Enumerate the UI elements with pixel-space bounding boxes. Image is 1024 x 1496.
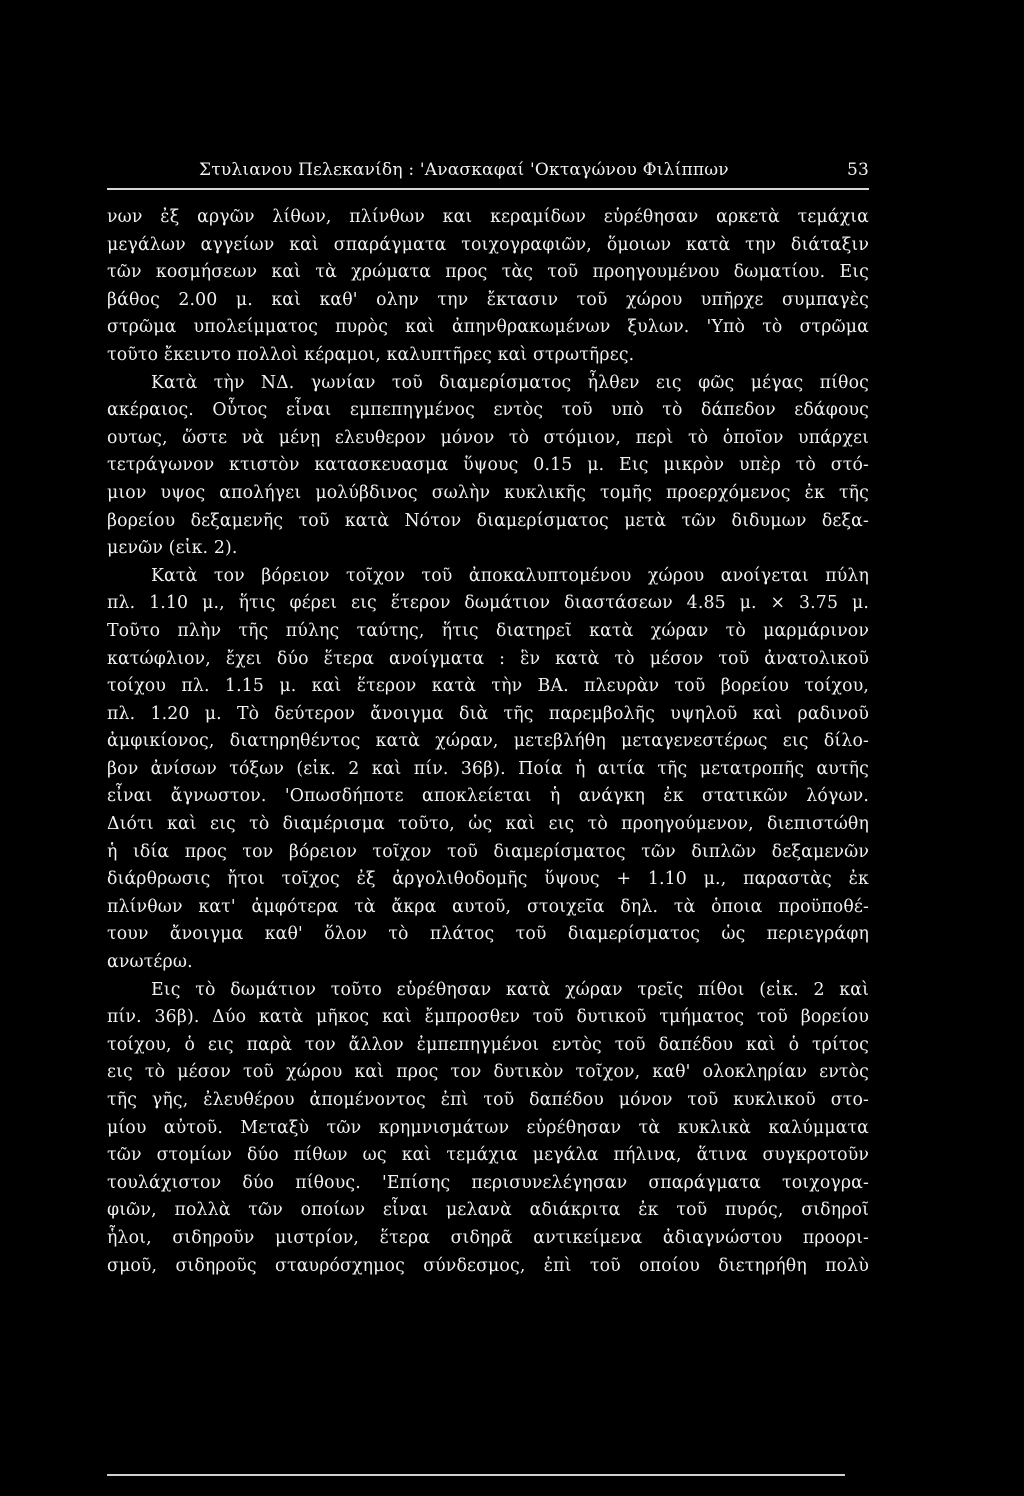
text-line: μεγάλων αγγείων καὶ σπαράγματα τοιχογραφιῶν, ὅμοιων κατὰ την διάταξιν: [107, 234, 869, 255]
text-line: τετράγωνον κτιστὸν κατασκευασμα ὕψους 0.15 μ. Εις μικρὸν υπὲρ τὸ στό-: [107, 455, 869, 476]
text-line: τοίχου πλ. 1.15 μ. καὶ ἕτερον κατὰ τὴν ΒΑ. πλευρὰν τοῦ βορείου τοίχου,: [107, 676, 869, 697]
text-line: νων ἐξ αργῶν λίθων, πλίνθων και κεραμίδων εὑρέθησαν αρκετὰ τεμάχια: [107, 207, 869, 227]
page-header: [107, 156, 869, 186]
text-line: τοίχου, ὁ εις παρὰ τον ἄλλον ἐμπεπηγμένοι εντὸς τοῦ δαπέδου καὶ ὁ τρίτος: [107, 1034, 869, 1055]
text-line: κατώφλιον, ἔχει δύο ἕτερα ανοίγματα : ἓν κατὰ τὸ μέσον τοῦ ἀνατολικοῦ: [107, 648, 869, 669]
text-line: μενῶν (εἰκ. 2).: [107, 538, 238, 559]
text-line: πλ. 1.10 μ., ἥτις φέρει εις ἕτερον δωμάτιον διαστάσεων 4.85 μ. × 3.75 μ.: [107, 593, 869, 614]
body-text: [107, 204, 869, 1280]
text-line: στρῶμα υπολείμματος πυρὸς καὶ ἀπηνθρακωμένων ξυλων. 'Υπὸ τὸ στρῶμα: [107, 317, 869, 338]
page-number: 53: [846, 160, 869, 180]
text-line: βορείου δεξαμενῆς τοῦ κατὰ Νότον διαμερίσματος μετὰ τῶν διδυμων δεξα-: [107, 510, 869, 531]
text-line: μίου αὐτοῦ. Μεταξὺ τῶν κρημνισμάτων εὑρέθησαν τὰ κυκλικὰ καλύμματα: [107, 1117, 869, 1138]
text-line: διάρθρωσις ἤτοι τοῖχος ἐξ ἀργολιθοδομῆς ὕψους + 1.10 μ., παραστὰς ἐκ: [107, 869, 869, 890]
text-line: τῶν κοσμήσεων καὶ τὰ χρώματα προς τὰς τοῦ προηγουμένου δωματίου. Εις: [107, 262, 869, 283]
text-line: τουν ἄνοιγμα καθ' ὅλον τὸ πλάτος τοῦ διαμερίσματος ὡς περιεγράφη: [107, 924, 869, 945]
text-line: τῆς γῆς, ἐλευθέρου ἀπομένοντος ἐπὶ τοῦ δαπέδου μόνον τοῦ κυκλικοῦ στο-: [107, 1090, 869, 1110]
text-line: φιῶν, πολλὰ τῶν οποίων εἶναι μελανὰ αδιάκριτα ἐκ τοῦ πυρός, σιδηροῖ: [107, 1200, 869, 1221]
text-line: πλ. 1.20 μ. Τὸ δεύτερον ἄνοιγμα διὰ τῆς παρεμβολῆς υψηλοῦ καὶ ραδινοῦ: [107, 703, 869, 724]
text-line: σμοῦ, σιδηροῦς σταυρόσχημος σύνδεσμος, ἐπὶ τοῦ οποίου διετηρήθη πολὺ: [107, 1255, 869, 1276]
running-title: Στυλιανου Πελεκανίδη : 'Ανασκαφαί 'Οκταγώνου Φιλίππων: [199, 160, 729, 180]
text-line: ουτως, ὥστε νὰ μένῃ ελευθερον μόνον τὸ στόμιον, περὶ τὸ ὁποῖον υπάρχει: [107, 427, 869, 448]
text-line: ἡ ιδία προς τον βόρειον τοῖχον τοῦ διαμερίσματος τῶν διπλῶν δεξαμενῶν: [107, 841, 869, 862]
header-rule: [107, 188, 869, 190]
text-line: τουλάχιστον δύο πίθους. 'Επίσης περισυνελέγησαν σπαράγματα τοιχογρα-: [107, 1172, 869, 1193]
text-line: πλίνθων κατ' ἀμφότερα τὰ ἄκρα αυτοῦ, στοιχεῖα δηλ. τὰ ὁποια προϋποθέ-: [107, 896, 869, 917]
text-line: Τοῦτο πλὴν τῆς πύλης ταύτης, ἥτις διατηρεῖ κατὰ χώραν τὸ μαρμάρινον: [107, 620, 869, 641]
text-line: Διότι καὶ εις τὸ διαμέρισμα τοῦτο, ὡς καὶ εις τὸ προηγούμενον, διεπιστώθη: [107, 814, 869, 835]
text-line: Κατὰ τὴν ΝΔ. γωνίαν τοῦ διαμερίσματος ἦλθεν εις φῶς μέγας πίθος: [151, 372, 869, 393]
text-line: τοῦτο ἔκειντο πολλοὶ κέραμοι, καλυπτῆρες καὶ στρωτῆρες.: [107, 344, 635, 365]
footer-rule: [107, 1474, 845, 1476]
text-line: εἶναι ἄγνωστον. 'Οπωσδήποτε αποκλείεται ἡ ανάγκη ἐκ στατικῶν λόγων.: [107, 786, 869, 807]
text-line: βον ἀνίσων τόξων (εἰκ. 2 καὶ πίν. 36β). Ποία ἡ αιτία τῆς μετατροπῆς αυτῆς: [107, 758, 869, 779]
text-line: ακέραιος. Οὗτος εἶναι εμπεπηγμένος εντὸς τοῦ υπὸ τὸ δάπεδον εδάφους: [107, 400, 869, 421]
document-page: [107, 156, 869, 1476]
text-line: Κατὰ τον βόρειον τοῖχον τοῦ ἀποκαλυπτομένου χώρου ανοίγεται πύλη: [151, 565, 869, 586]
text-line: ανωτέρω.: [107, 952, 193, 973]
text-line: Εις τὸ δωμάτιον τοῦτο εὑρέθησαν κατὰ χώραν τρεῖς πίθοι (εἰκ. 2 καὶ: [151, 979, 869, 1000]
text-line: εις τὸ μέσον τοῦ χώρου καὶ προς τον δυτικὸν τοῖχον, καθ' ολοκληρίαν εντὸς: [107, 1062, 869, 1083]
text-line: πίν. 36β). Δύο κατὰ μῆκος καὶ ἔμπροσθεν τοῦ δυτικοῦ τμήματος τοῦ βορείου: [107, 1007, 869, 1028]
text-line: μιον υψος απολήγει μολύβδινος σωλὴν κυκλικῆς τομῆς προερχόμενος ἐκ τῆς: [107, 482, 869, 503]
text-line: ἀμφικίονος, διατηρηθέντος κατὰ χώραν, μετεβλήθη μεταγενεστέρως εις δίλο-: [107, 731, 869, 752]
text-line: βάθος 2.00 μ. καὶ καθ' ολην την ἔκτασιν τοῦ χώρου υπῆρχε συμπαγὲς: [107, 289, 869, 310]
text-line: ἧλοι, σιδηροῦν μιστρίον, ἕτερα σιδηρᾶ αντικείμενα ἀδιαγνώστου προορι-: [107, 1227, 869, 1248]
text-line: τῶν στομίων δύο πίθων ως καὶ τεμάχια μεγάλα πήλινα, ἅτινα συγκροτοῦν: [107, 1145, 869, 1166]
